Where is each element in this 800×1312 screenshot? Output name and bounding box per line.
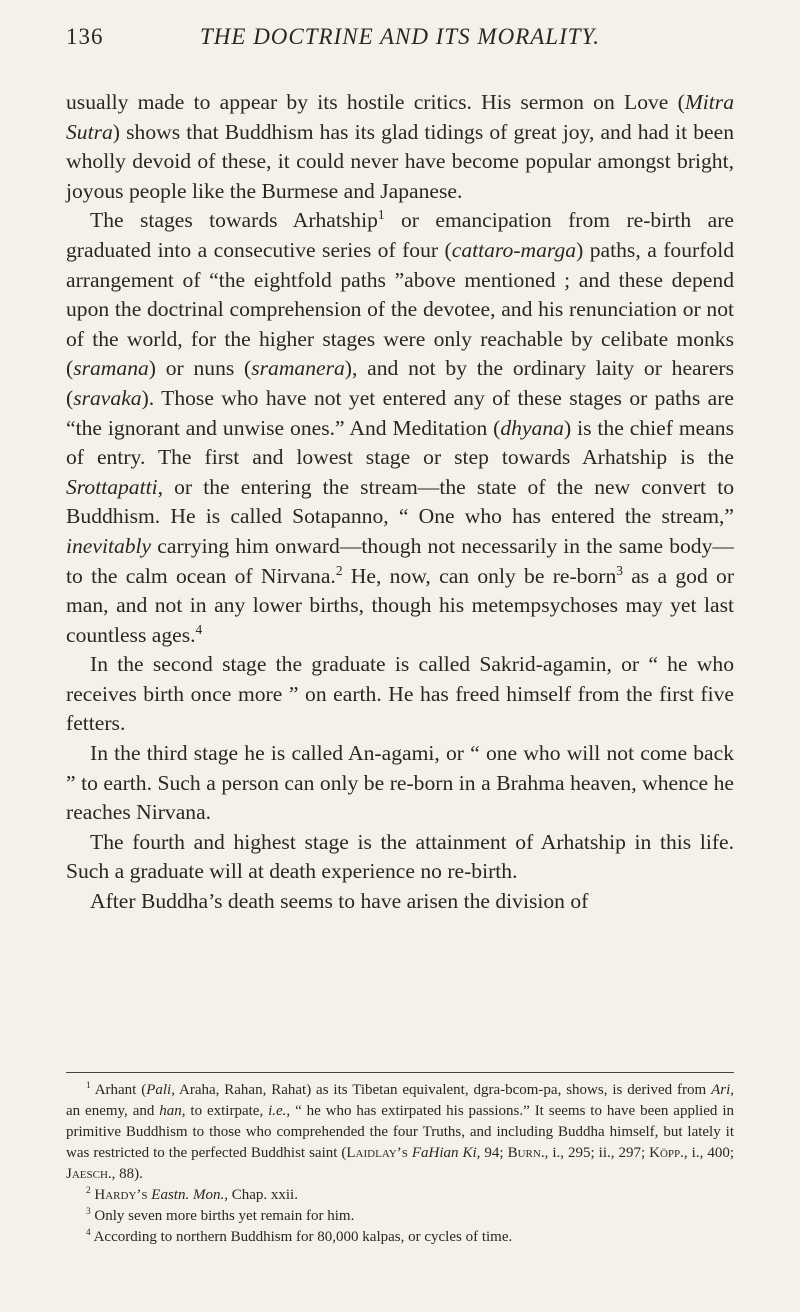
footnote-1: $^1$ Arhant (Pali, Araha, Rahan, Rahat) as its Tibetan equivalent, dgra-bcom-pa, shows, is derived from Ari, an enemy, and han, to extirpate, i.e., “ he who has extirpated his passions.” It seems to have been applied in primitive Buddhism to those who comprehended the four Truths, and including Buddha himself, but lately it was restricted to the perfected Buddhist saint (Laidlay’s FaHian Ki, 94; Burn., i., 295; ii., 297; Köpp., i., 400; Jaesch., 88).	[66, 1081, 734, 1182]
running-title: THE DOCTRINE AND ITS MORALITY.	[200, 24, 600, 49]
footnote-ref-3[interactable]: 3	[616, 562, 623, 578]
running-header	[66, 24, 734, 60]
footnotes	[66, 1080, 734, 1248]
footnote-4: $^4$ According to northern Buddhism for 80,000 kalpas, or cycles of time.	[86, 1228, 513, 1245]
paragraph-2: The stages towards Arhatship$^1$ or emancipation from re-birth are graduated into a consecutive series of four (cattaro-marga) paths, a fourfold arrangement of “the eightfold paths ”above mentioned ; and these depend upon the doctrinal comprehension of the devotee, and his renunciation or not of the world, for the higher stages were only reachable by celibate monks (sramana) or nuns (sramanera), and not by the ordinary laity or hearers (sravaka). Those who have not yet entered any of these stages or paths are “the ignorant and unwise ones.” And Meditation (dhyana) is the chief means of entry. The first and lowest stage or step towards Arhatship is the Srottapatti, or the entering the stream—the state of the new convert to Buddhism. He is called Sotapanno, “ One who has entered the stream,” inevitably carrying him onward—though not necessarily in the same body—to the calm ocean of Nirvana.$^2$ He, now, can only be re-born$^3$ as a god or man, and not in any lower births, though his metempsychoses may yet last countless ages.$^4$	[66, 207, 735, 647]
footnote-ref-1[interactable]: 1	[377, 207, 385, 223]
footnote-ref-4[interactable]: 4	[195, 621, 203, 637]
page-number: 136	[66, 24, 104, 49]
paragraph-3: In the second stage the graduate is called Sakrid-agamin, or “ he who receives birth once more ” on earth. He has freed himself from the first five fetters.	[66, 652, 734, 736]
paragraph-1: usually made to appear by its hostile critics. His sermon on Love (Mitra Sutra) shows that Buddhism has its glad tidings of great joy, and had it been wholly devoid of these, it could never have become popular amongst bright, joyous people like the Burmese and Japanese.	[66, 90, 734, 203]
paragraph-4: In the third stage he is called An-agami, or “ one who will not come back ” to earth. Such a person can only be re-born in a Brahma heaven, whence he reaches Nirvana.	[66, 741, 734, 825]
paragraph-6: After Buddha’s death seems to have arisen the division of	[90, 889, 589, 914]
footnote-2: $^2$ Hardy’s Eastn. Mon., Chap. xxii.	[86, 1186, 298, 1203]
footnote-divider	[66, 1072, 734, 1073]
footnote-ref-2[interactable]: 2	[335, 562, 343, 578]
footnote-3: $^3$ Only seven more births yet remain for him.	[86, 1207, 355, 1224]
paragraph-5: The fourth and highest stage is the attainment of Arhatship in this life. Such a graduate will at death experience no re-birth.	[66, 829, 734, 884]
body-text	[66, 88, 734, 917]
